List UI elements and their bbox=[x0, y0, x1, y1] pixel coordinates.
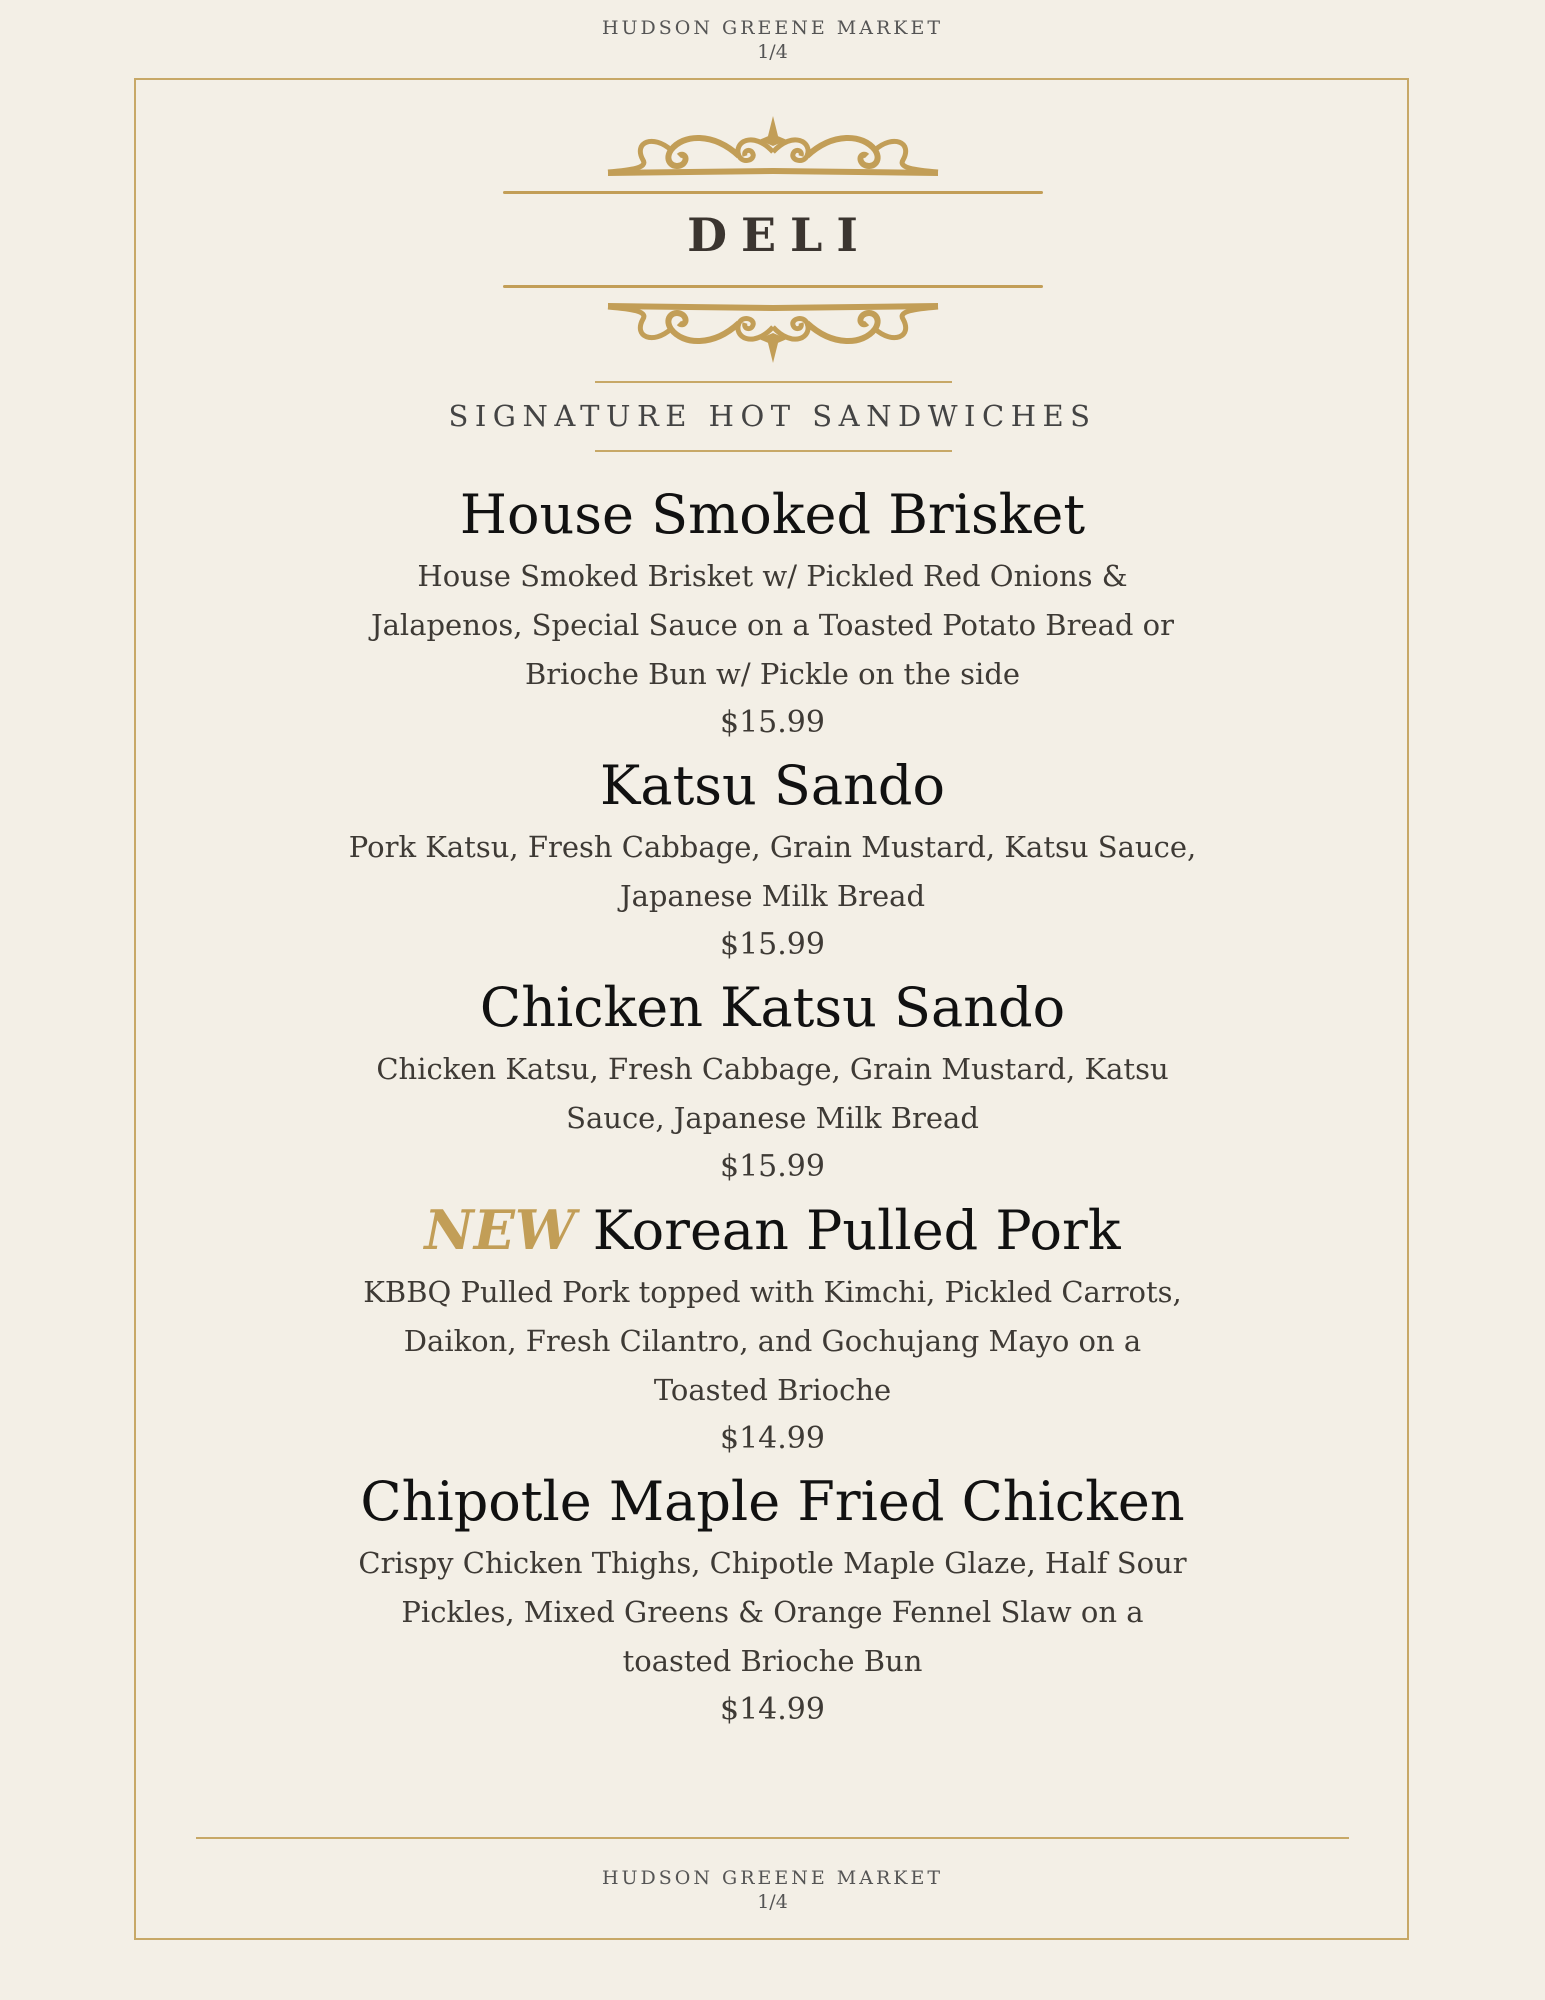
bottom-flourish-icon bbox=[0, 282, 1545, 367]
menu-item bbox=[0, 1467, 1545, 1734]
item-description: Crispy Chicken Thighs, Chipotle Maple Glaze, Half Sour Pickles, Mixed Greens & Orange Fennel Slaw on a toasted Brioche Bun bbox=[358, 1546, 1187, 1678]
menu-title: DELI bbox=[687, 208, 872, 262]
header-market-name: HUDSON GREENE MARKET bbox=[601, 17, 944, 39]
top-flourish-icon bbox=[0, 112, 1545, 197]
item-price: $14.99 bbox=[720, 1421, 825, 1456]
item-description: KBBQ Pulled Pork topped with Kimchi, Pickled Carrots, Daikon, Fresh Cilantro, and Gochujang Mayo on a Toasted Brioche bbox=[363, 1275, 1182, 1407]
menu-item bbox=[0, 1195, 1545, 1463]
item-name-row bbox=[0, 1195, 1545, 1266]
item-name: Korean Pulled Pork bbox=[592, 1199, 1121, 1262]
item-name: Chipotle Maple Fried Chicken bbox=[360, 1470, 1185, 1533]
new-badge: NEW bbox=[424, 1198, 576, 1262]
section-rule-bottom bbox=[595, 450, 952, 452]
footer-market-name: HUDSON GREENE MARKET bbox=[601, 1867, 944, 1889]
page-header bbox=[0, 16, 1545, 64]
item-name: Katsu Sando bbox=[600, 754, 945, 817]
section-rule-top bbox=[595, 381, 952, 383]
menu-item bbox=[0, 973, 1545, 1191]
menu-item bbox=[0, 480, 1545, 747]
menu-item bbox=[0, 751, 1545, 969]
item-description: Pork Katsu, Fresh Cabbage, Grain Mustard, Katsu Sauce, Japanese Milk Bread bbox=[348, 830, 1197, 913]
item-description: House Smoked Brisket w/ Pickled Red Onions & Jalapenos, Special Sauce on a Toasted Potato Bread or Brioche Bun w/ Pickle on the side bbox=[371, 559, 1174, 691]
item-price: $15.99 bbox=[720, 927, 825, 962]
menu-items bbox=[0, 480, 1545, 1738]
item-price: $14.99 bbox=[720, 1692, 825, 1727]
item-name: House Smoked Brisket bbox=[459, 483, 1086, 546]
item-name: Chicken Katsu Sando bbox=[479, 976, 1066, 1039]
item-price: $15.99 bbox=[720, 1149, 825, 1184]
header-page-number: 1/4 bbox=[757, 41, 788, 63]
section-title: SIGNATURE HOT SANDWICHES bbox=[448, 399, 1097, 433]
page-footer bbox=[0, 1866, 1545, 1914]
item-description: Chicken Katsu, Fresh Cabbage, Grain Mustard, Katsu Sauce, Japanese Milk Bread bbox=[376, 1052, 1169, 1135]
footer-divider bbox=[196, 1837, 1349, 1839]
footer-page-number: 1/4 bbox=[757, 1891, 788, 1913]
item-price: $15.99 bbox=[720, 705, 825, 740]
